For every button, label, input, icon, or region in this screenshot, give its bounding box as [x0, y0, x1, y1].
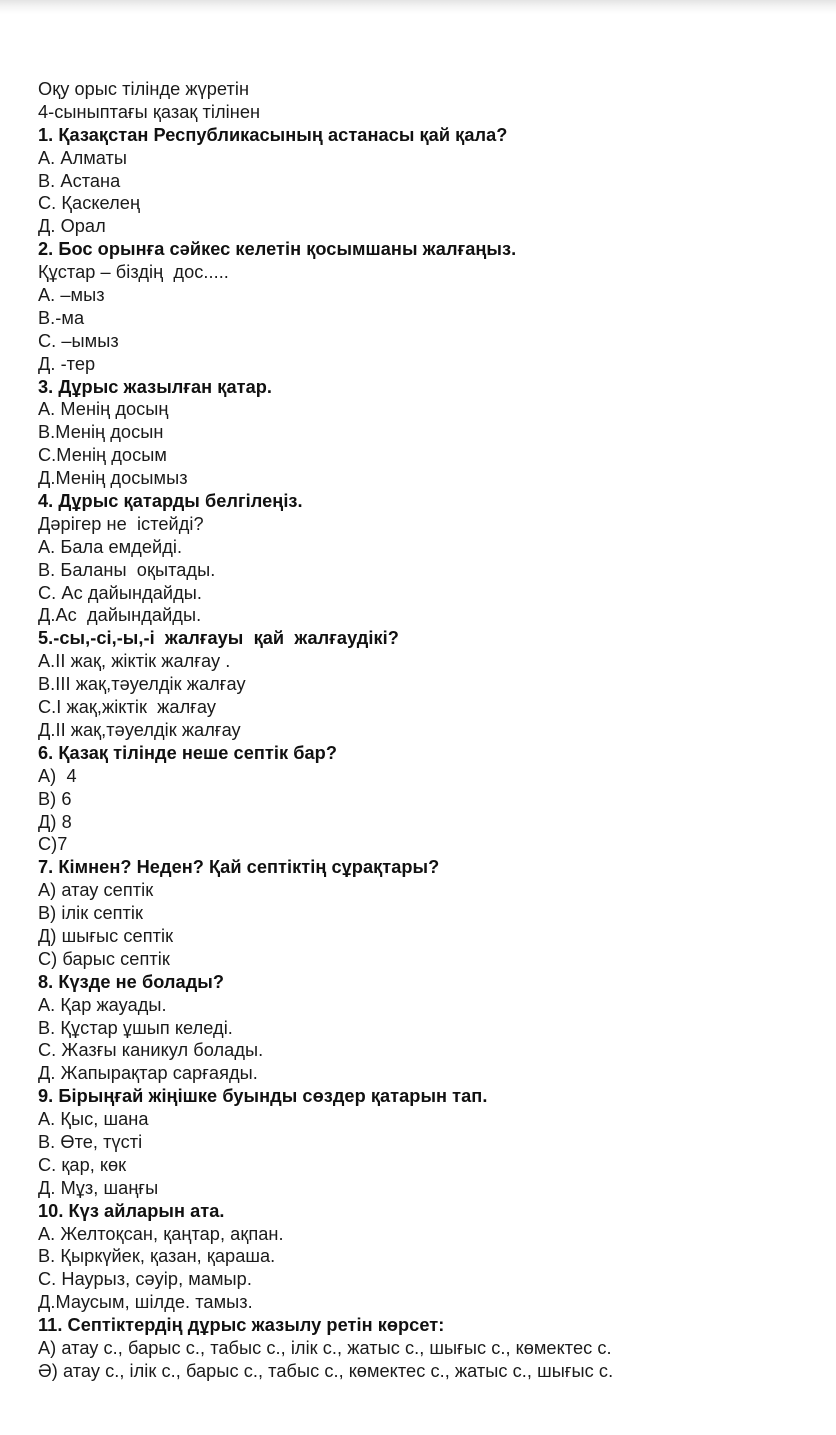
header-line-2: 4-сыныптағы қазақ тілінен [38, 101, 261, 122]
question-9-title: 9. Бірыңғай жіңішке буынды сөздер қатарын тап. [38, 1086, 488, 1107]
header-line-1: Оқу орыс тілінде жүретін [38, 79, 250, 99]
question-9-option-c: С. қар, көк [38, 1154, 127, 1175]
question-9-option-d: Д. Мұз, шаңғы [38, 1177, 159, 1198]
question-1-option-b: В. Астана [38, 170, 121, 191]
question-2-option-c: С. –ымыз [38, 330, 119, 351]
question-8-option-c: С. Жазғы каникул болады. [38, 1040, 264, 1061]
question-5-option-c: С.І жақ,жіктік жалғау [38, 697, 217, 718]
question-5-title: 5.-сы,-сі,-ы,-і жалғауы қай жалғаудікі? [38, 628, 399, 649]
question-10-option-c: С. Наурыз, сәуір, мамыр. [38, 1269, 252, 1290]
question-5-option-d: Д.ІІ жақ,тәуелдік жалғау [38, 719, 241, 740]
question-8-title: 8. Күзде не болады? [38, 971, 225, 992]
question-5-option-b: В.ІІІ жақ,тәуелдік жалғау [38, 674, 246, 695]
question-9-option-b: В. Өте, түсті [38, 1131, 143, 1152]
question-4-option-c: С. Ас дайындайды. [38, 582, 202, 603]
question-1-title: 1. Қазақстан Республикасының астанасы қай қала? [38, 124, 508, 145]
question-1-option-c: С. Қаскелең [38, 193, 141, 214]
question-11-option-ae: Ә) атау с., ілік с., барыс с., табыс с., көмектес с., жатыс с., шығыс с. [38, 1360, 614, 1381]
question-10-title: 10. Күз айларын ата. [38, 1200, 225, 1221]
question-2-title: 2. Бос орынға сәйкес келетін қосымшаны жалғаңыз. [38, 239, 517, 260]
question-9-option-a: А. Қыс, шана [38, 1109, 149, 1130]
question-6-option-b: В) 6 [38, 788, 72, 809]
question-7-title: 7. Кімнен? Неден? Қай септіктің сұрақтары? [38, 857, 440, 878]
question-10-option-d: Д.Маусым, шілде. тамыз. [38, 1292, 253, 1313]
question-3-title: 3. Дұрыс жазылған қатар. [38, 376, 273, 397]
question-4-option-a: А. Бала емдейді. [38, 536, 183, 557]
test-document [38, 78, 828, 1383]
question-4-option-d: Д.Ас дайындайды. [38, 605, 202, 626]
question-2-option-a: А. –мыз [38, 285, 105, 306]
question-6-option-c: С)7 [38, 834, 68, 855]
question-8-option-d: Д. Жапырақтар сарғаяды. [38, 1063, 258, 1084]
question-7-option-b: В) ілік септік [38, 903, 144, 924]
question-4-option-b: В. Баланы оқытады. [38, 559, 216, 580]
question-2-option-b: В.-ма [38, 307, 85, 328]
question-2-option-d: Д. -тер [38, 353, 96, 374]
question-4-title: 4. Дұрыс қатарды белгілеңіз. [38, 491, 303, 512]
page-top-shadow [0, 0, 836, 14]
question-10-option-a: А. Желтоқсан, қаңтар, ақпан. [38, 1223, 284, 1244]
question-10-option-b: В. Қыркүйек, қазан, қараша. [38, 1246, 276, 1267]
question-3-option-b: В.Менің досын [38, 422, 164, 443]
question-6-title: 6. Қазақ тілінде неше септік бар? [38, 742, 337, 763]
question-3-option-c: С.Менің досым [38, 445, 167, 466]
question-2-prompt: Құстар – біздің дос..... [38, 262, 229, 283]
question-5-option-a: А.ІІ жақ, жіктік жалғау . [38, 651, 231, 672]
question-8-option-b: В. Құстар ұшып келеді. [38, 1017, 233, 1038]
question-4-prompt: Дәрігер не істейді? [38, 513, 204, 534]
question-3-option-d: Д.Менің досымыз [38, 468, 188, 489]
question-11-option-a: А) атау с., барыс с., табыс с., ілік с., жатыс с., шығыс с., көмектес с. [38, 1337, 612, 1358]
question-7-option-c: С) барыс септік [38, 948, 170, 969]
question-1-option-a: А. Алматы [38, 147, 128, 168]
question-8-option-a: А. Қар жауады. [38, 994, 167, 1015]
question-11-title: 11. Септіктердің дұрыс жазылу ретін көрсет: [38, 1315, 445, 1336]
question-6-option-d: Д) 8 [38, 811, 72, 832]
question-7-option-d: Д) шығыс септік [38, 925, 174, 946]
question-7-option-a: А) атау септік [38, 880, 154, 901]
question-6-option-a: А) 4 [38, 765, 77, 786]
question-1-option-d: Д. Орал [38, 216, 106, 237]
question-3-option-a: А. Менің досың [38, 399, 169, 420]
